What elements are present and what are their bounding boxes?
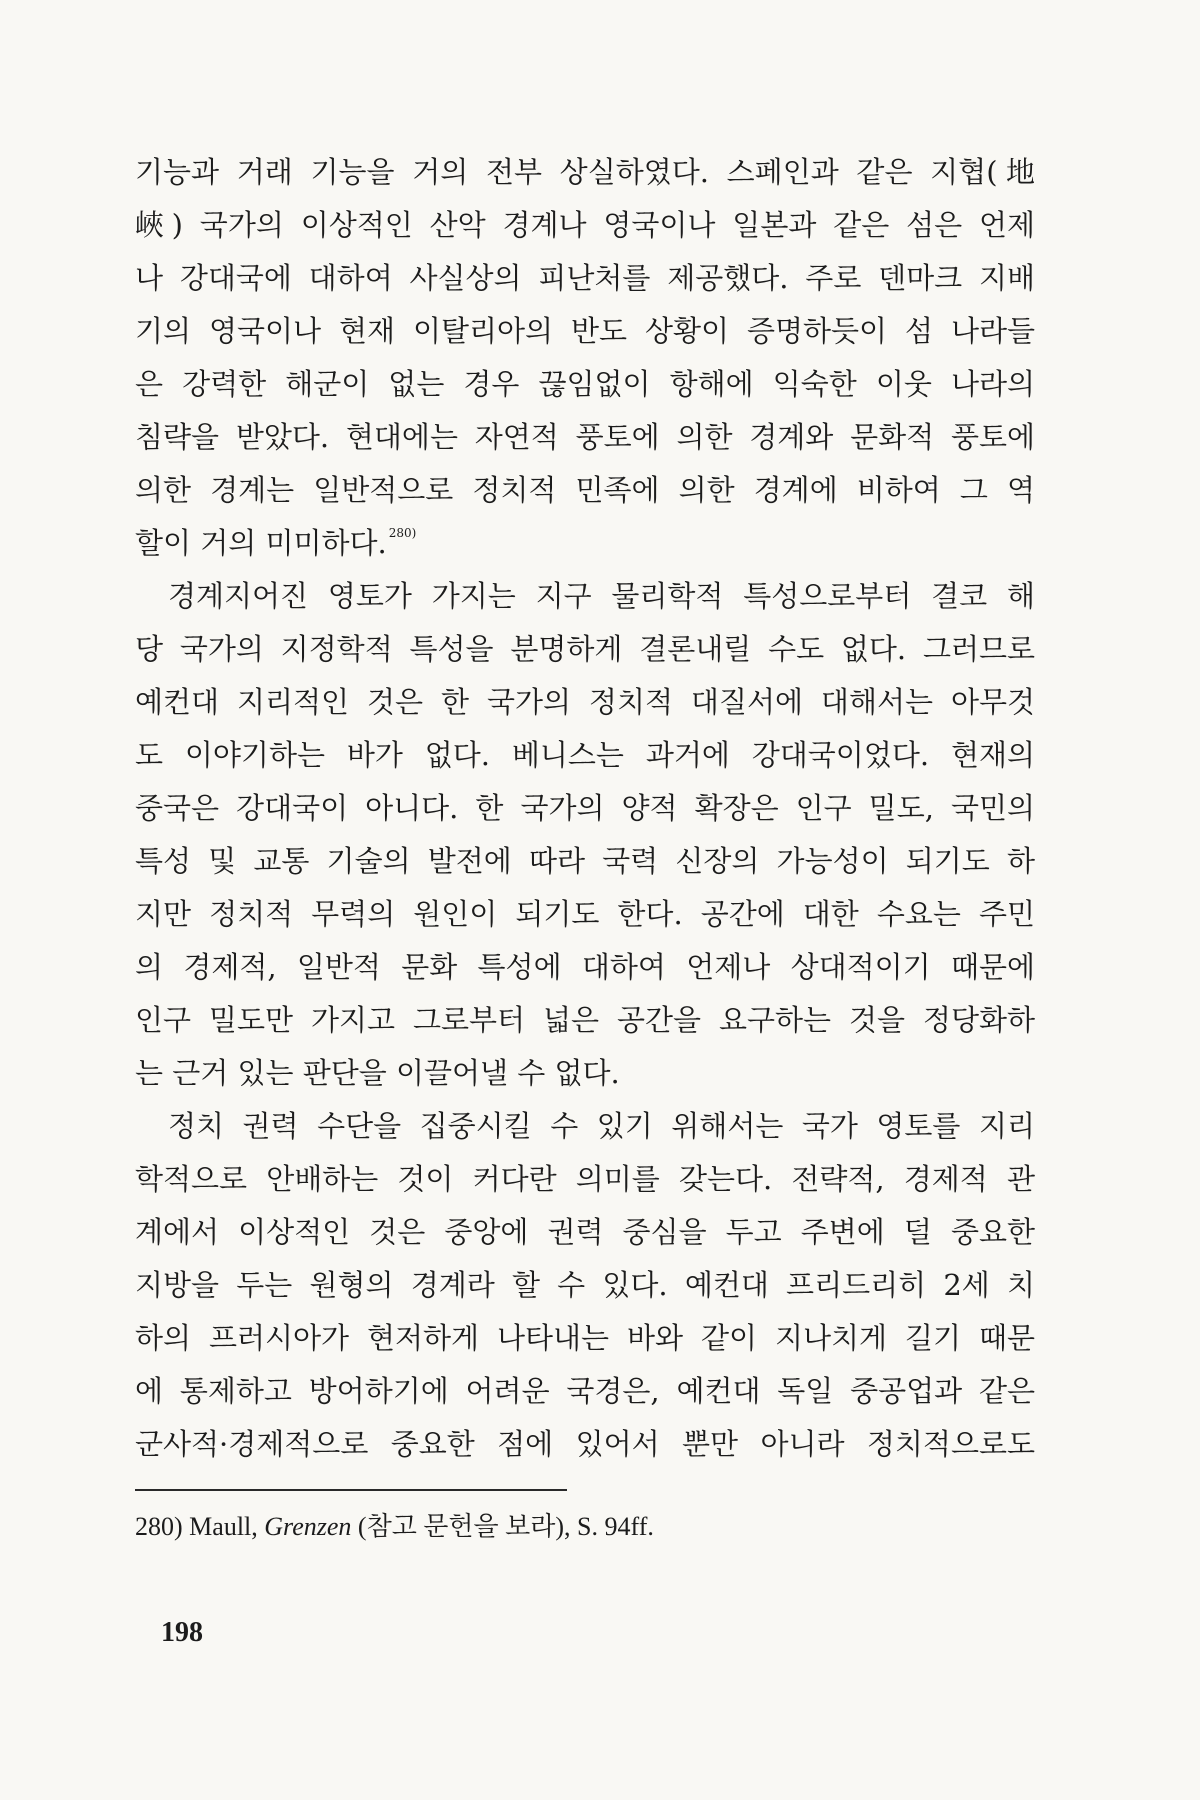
text-line: 하의 프러시아가 현저하게 나타내는 바와 같이 지나치게 길기 때문: [135, 1321, 1035, 1355]
text-line: 침략을 받았다. 현대에는 자연적 풍토에 의한 경계와 문화적 풍토에: [135, 420, 1035, 454]
text-line: 의 경제적, 일반적 문화 특성에 대하여 언제나 상대적이기 때문에: [135, 950, 1035, 984]
text-line: [135, 517, 1035, 570]
text-line: 의한 경계는 일반적으로 정치적 민족에 의한 경계에 비하여 그 역: [135, 473, 1035, 507]
text-line: 지만 정치적 무력의 원인이 되기도 한다. 공간에 대한 수요는 주민: [135, 897, 1035, 931]
text-line: 기능과 거래 기능을 거의 전부 상실하였다. 스페인과 같은 지협(地: [135, 155, 1035, 189]
text-line: 에 통제하고 방어하기에 어려운 국경은, 예컨대 독일 중공업과 같은: [135, 1374, 1035, 1408]
text-line: 정치 권력 수단을 집중시킬 수 있기 위해서는 국가 영토를 지리: [168, 1109, 1035, 1143]
text-line: 는 근거 있는 판단을 이끌어낼 수 없다.: [135, 1056, 620, 1090]
body-text: [135, 146, 1035, 1471]
footnote-text: (참고 문헌을 보라), S. 94ff.: [357, 1512, 654, 1541]
text-line: 나 강대국에 대하여 사실상의 피난처를 제공했다. 주로 덴마크 지배: [135, 261, 1035, 295]
footnote-title: Grenzen: [264, 1512, 352, 1541]
text-line: 당 국가의 지정학적 특성을 분명하게 결론내릴 수도 없다. 그러므로: [135, 632, 1035, 666]
text-line: 계에서 이상적인 것은 중앙에 권력 중심을 두고 주변에 덜 중요한: [135, 1215, 1035, 1249]
text-line: 중국은 강대국이 아니다. 한 국가의 양적 확장은 인구 밀도, 국민의: [135, 791, 1035, 825]
footnote-divider: [135, 1489, 567, 1491]
text-line: 지방을 두는 원형의 경계라 할 수 있다. 예컨대 프리드리히 2세 치: [135, 1268, 1035, 1302]
page-number: 198: [161, 1617, 203, 1648]
text-line: 峽) 국가의 이상적인 산악 경계나 영국이나 일본과 같은 섬은 언제: [135, 208, 1035, 242]
text-line: 특성 및 교통 기술의 발전에 따라 국력 신장의 가능성이 되기도 하: [135, 844, 1035, 878]
text-line: 학적으로 안배하는 것이 커다란 의미를 갖는다. 전략적, 경제적 관: [135, 1162, 1035, 1196]
text-line: 도 이야기하는 바가 없다. 베니스는 과거에 강대국이었다. 현재의: [135, 738, 1035, 772]
text-line: 은 강력한 해군이 없는 경우 끊임없이 항해에 익숙한 이웃 나라의: [135, 367, 1035, 401]
footnote-author: Maull,: [189, 1512, 258, 1541]
text-line: 경계지어진 영토가 가지는 지구 물리학적 특성으로부터 결코 해: [168, 579, 1035, 613]
footnote-number: 280): [135, 1512, 183, 1541]
text-line: 기의 영국이나 현재 이탈리아의 반도 상황이 증명하듯이 섬 나라들: [135, 314, 1035, 348]
text-line-content: 할이 거의 미미하다.: [135, 526, 387, 560]
text-line: 예컨대 지리적인 것은 한 국가의 정치적 대질서에 대해서는 아무것: [135, 685, 1035, 719]
footnote-reference: 280): [388, 526, 417, 540]
text-line: 군사적·경제적으로 중요한 점에 있어서 뿐만 아니라 정치적으로도: [135, 1427, 1035, 1461]
footnote: [135, 1507, 654, 1547]
text-line: 인구 밀도만 가지고 그로부터 넓은 공간을 요구하는 것을 정당화하: [135, 1003, 1035, 1037]
